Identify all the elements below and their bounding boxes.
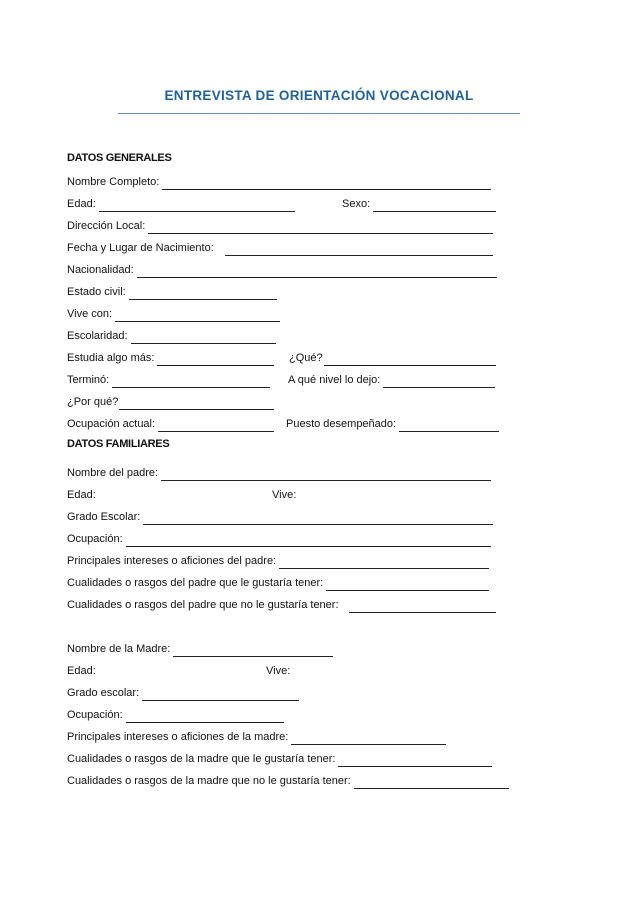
- field-label: Terminó:: [67, 374, 110, 386]
- field-cualidades-madre-si: [67, 751, 517, 767]
- field-estudia-algo-mas: [67, 350, 517, 366]
- field-label: Edad:: [67, 489, 96, 501]
- gustaria-padre-blank[interactable]: [326, 578, 489, 591]
- field-label: Nombre del padre:: [67, 467, 159, 479]
- nombre-madre-blank[interactable]: [173, 644, 333, 657]
- field-cualidades-padre-no: [67, 597, 517, 613]
- grado-padre-blank[interactable]: [143, 512, 493, 525]
- field-ocupacion-padre: [67, 531, 517, 547]
- field-label: A qué nivel lo dejo:: [288, 374, 381, 386]
- ocupacion-padre-blank[interactable]: [126, 534, 491, 547]
- field-label: Estado civil:: [67, 286, 126, 298]
- intereses-madre-blank[interactable]: [291, 732, 446, 745]
- field-grado-escolar-madre: [67, 685, 517, 701]
- direccion-blank[interactable]: [148, 221, 493, 234]
- nivel-blank[interactable]: [383, 375, 495, 388]
- no-gustaria-madre-blank[interactable]: [354, 776, 509, 789]
- que-group: [289, 350, 496, 366]
- field-label: ¿Por qué?: [67, 396, 119, 408]
- field-label: ¿Qué?: [289, 352, 323, 364]
- field-label: Edad:: [67, 198, 96, 210]
- field-grado-escolar-padre: [67, 509, 517, 525]
- field-ocupacion-madre: [67, 707, 517, 723]
- field-label: Nacionalidad:: [67, 264, 134, 276]
- termino-blank[interactable]: [112, 375, 270, 388]
- intereses-padre-blank[interactable]: [279, 556, 489, 569]
- field-label: Dirección Local:: [67, 220, 146, 232]
- que-blank[interactable]: [324, 353, 496, 366]
- fecha-blank[interactable]: [225, 243, 493, 256]
- ocupacion-madre-blank[interactable]: [126, 710, 284, 723]
- field-edad-sexo: [67, 196, 517, 212]
- field-nombre-padre: [67, 465, 517, 481]
- grado-madre-blank[interactable]: [142, 688, 299, 701]
- field-intereses-madre: [67, 729, 517, 745]
- field-vive-con: [67, 306, 517, 322]
- estado-civil-blank[interactable]: [129, 287, 277, 300]
- no-gustaria-padre-wrap: [349, 597, 496, 613]
- field-label: Estudia algo más:: [67, 352, 155, 364]
- field-label: Cualidades o rasgos de la madre que no le gustaría tener:: [67, 775, 351, 787]
- nombre-blank[interactable]: [162, 177, 491, 190]
- sexo-group: [342, 196, 496, 212]
- field-label: Ocupación:: [67, 709, 123, 721]
- field-por-que: [67, 394, 517, 410]
- gustaria-madre-blank[interactable]: [338, 754, 492, 767]
- nombre-padre-blank[interactable]: [161, 468, 491, 481]
- escolaridad-blank[interactable]: [131, 331, 276, 344]
- field-label: Vive:: [272, 489, 297, 501]
- field-label: Ocupación actual:: [67, 418, 156, 430]
- section-heading-datos-familiares: DATOS FAMILIARES: [67, 438, 170, 450]
- field-label: Sexo:: [342, 198, 371, 210]
- field-ocupacion-actual: [67, 416, 517, 432]
- field-label: Principales intereses o aficiones del padre:: [67, 555, 277, 567]
- field-cualidades-padre-si: [67, 575, 517, 591]
- edad-blank[interactable]: [99, 199, 295, 212]
- field-estado-civil: [67, 284, 517, 300]
- field-fecha-lugar-nacimiento: [67, 240, 517, 256]
- field-nombre-completo: [67, 174, 517, 190]
- title-underline: [118, 113, 520, 114]
- field-intereses-padre: [67, 553, 517, 569]
- fecha-blank-wrap: [225, 240, 493, 256]
- field-label: Escolaridad:: [67, 330, 128, 342]
- field-nacionalidad: [67, 262, 517, 278]
- field-label: Cualidades o rasgos del padre que le gustaría tener:: [67, 577, 324, 589]
- puesto-group: [286, 416, 499, 432]
- field-edad-vive-padre: [67, 487, 517, 503]
- field-label: Vive con:: [67, 308, 113, 320]
- field-label: Grado Escolar:: [67, 511, 141, 523]
- ocupacion-actual-blank[interactable]: [158, 419, 274, 432]
- field-label: Edad:: [67, 665, 96, 677]
- field-escolaridad: [67, 328, 517, 344]
- field-label: Cualidades o rasgos de la madre que le gustaría tener:: [67, 753, 336, 765]
- page-title: ENTREVISTA DE ORIENTACIÓN VOCACIONAL: [164, 88, 474, 103]
- por-que-blank[interactable]: [119, 397, 274, 410]
- no-gustaria-padre-blank[interactable]: [349, 600, 496, 613]
- field-label: Fecha y Lugar de Nacimiento:: [67, 242, 214, 254]
- field-label: Ocupación:: [67, 533, 123, 545]
- field-label: Nombre de la Madre:: [67, 643, 171, 655]
- field-label: Grado escolar:: [67, 687, 140, 699]
- nivel-group: [288, 372, 495, 388]
- field-termino: [67, 372, 517, 388]
- field-label: Puesto desempeñado:: [286, 418, 397, 430]
- nacionalidad-blank[interactable]: [137, 265, 497, 278]
- puesto-blank[interactable]: [399, 419, 499, 432]
- field-nombre-madre: [67, 641, 517, 657]
- field-label: Nombre Completo:: [67, 176, 160, 188]
- field-edad-vive-madre: [67, 663, 517, 679]
- field-cualidades-madre-no: [67, 773, 517, 789]
- field-label: Principales intereses o aficiones de la madre:: [67, 731, 289, 743]
- sexo-blank[interactable]: [373, 199, 496, 212]
- field-label: Vive:: [266, 665, 291, 677]
- field-label: Cualidades o rasgos del padre que no le gustaría tener:: [67, 599, 339, 611]
- estudia-blank[interactable]: [157, 353, 274, 366]
- section-heading-datos-generales: DATOS GENERALES: [67, 152, 172, 164]
- vive-con-blank[interactable]: [115, 309, 280, 322]
- field-direccion-local: [67, 218, 517, 234]
